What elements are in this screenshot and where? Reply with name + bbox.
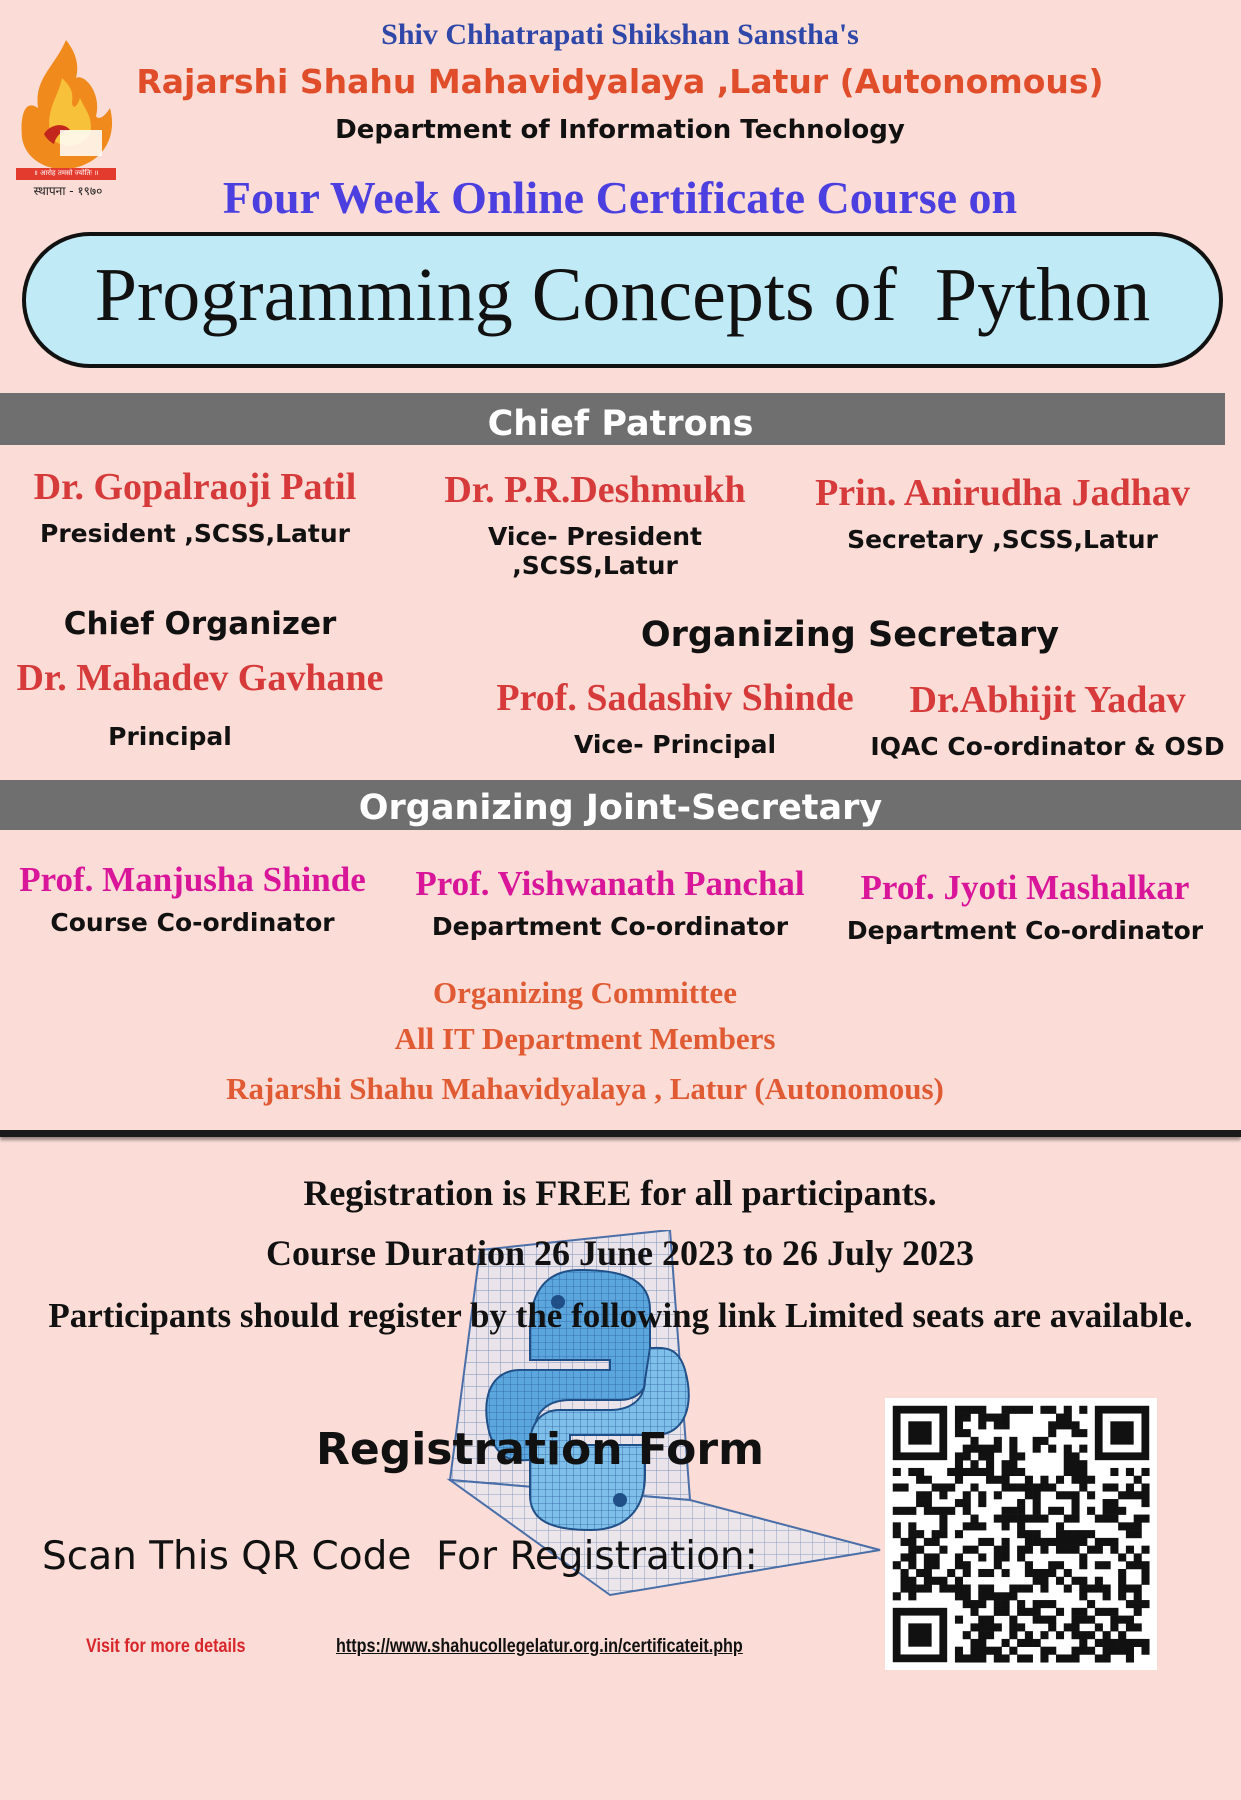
chief-organizer-name: Dr. Mahadev Gavhane <box>16 657 384 699</box>
secretary-1-role: Vice- Principal <box>573 730 777 759</box>
course-title: Programming Concepts of Python <box>94 253 1151 337</box>
joint-secretary-1-name: Prof. Manjusha Shinde <box>19 860 366 899</box>
patron-2 <box>405 468 785 580</box>
joint-secretary-2-name: Prof. Vishwanath Panchal <box>415 864 805 903</box>
logo-band-text: ॥ आरोह तमसो ज्योतिः ॥ <box>33 169 99 177</box>
patron-1-role: President ,SCSS,Latur <box>40 519 350 548</box>
secretary-2 <box>865 678 1230 761</box>
chief-organizer-heading: Chief Organizer <box>63 606 337 642</box>
joint-secretary-1-role: Course Co-ordinator <box>50 908 335 937</box>
logo-founded-text: स्थापना - १९७० <box>33 184 103 198</box>
details-url-link[interactable]: https://www.shahucollegelatur.org.in/certificateit.php <box>336 1636 743 1657</box>
joint-secretary-1 <box>5 860 380 937</box>
qr-code-icon <box>885 1398 1157 1670</box>
joint-secretary-heading: Organizing Joint-Secretary <box>358 788 883 828</box>
course-subtitle: Four Week Online Certificate Course on <box>222 172 1018 223</box>
chief-patrons-heading: Chief Patrons <box>487 404 754 444</box>
registration-free-text: Registration is FREE for all participants. <box>303 1173 937 1213</box>
committee-college: Rajarshi Shahu Mahavidyalaya , Latur (Autonomous) <box>226 1071 944 1106</box>
secretary-2-role: IQAC Co-ordinator & OSD <box>870 732 1225 761</box>
secretary-1-name: Prof. Sadashiv Shinde <box>496 677 854 719</box>
secretary-1 <box>480 676 870 759</box>
registration-link-text: Participants should register by the following link Limited seats are available. <box>48 1296 1193 1335</box>
patron-1-name: Dr. Gopalraoji Patil <box>33 466 357 508</box>
section-divider <box>0 1130 1241 1137</box>
patron-3-name: Prin. Anirudha Jadhav <box>815 472 1190 514</box>
secretary-2-name: Dr.Abhijit Yadav <box>909 679 1186 721</box>
joint-secretary-2-role: Department Co-ordinator <box>431 912 789 941</box>
chief-organizer-role: Principal <box>108 722 232 751</box>
committee-heading: Organizing Committee <box>433 975 737 1010</box>
patron-3-role: Secretary ,SCSS,Latur <box>847 525 1158 554</box>
college-name: Rajarshi Shahu Mahavidyalaya ,Latur (Autonomous) <box>136 62 1104 101</box>
committee-members: All IT Department Members <box>394 1021 776 1056</box>
course-duration-text: Course Duration 26 June 2023 to 26 July 2023 <box>265 1233 975 1273</box>
joint-secretary-3 <box>835 868 1215 945</box>
joint-secretary-3-role: Department Co-ordinator <box>846 916 1204 945</box>
scan-qr-instruction: Scan This QR Code For Registration: <box>42 1534 758 1579</box>
patron-2-name: Dr. P.R.Deshmukh <box>444 469 746 511</box>
registration-form-heading: Registration Form <box>316 1424 764 1475</box>
patron-2-role: Vice- President ,SCSS,Latur <box>488 522 702 580</box>
visit-details-label: Visit for more details <box>86 1636 246 1657</box>
patron-3 <box>805 471 1200 554</box>
sanstha-name: Shiv Chhatrapati Shikshan Sanstha's <box>381 18 859 51</box>
registration-qr-code[interactable] <box>885 1398 1157 1670</box>
organizing-secretary-heading: Organizing Secretary <box>640 615 1060 655</box>
patron-1 <box>10 465 380 548</box>
chief-organizer <box>10 606 390 700</box>
department-name: Department of Information Technology <box>335 115 905 145</box>
joint-secretary-3-name: Prof. Jyoti Mashalkar <box>860 868 1190 907</box>
joint-secretary-2 <box>400 864 820 941</box>
